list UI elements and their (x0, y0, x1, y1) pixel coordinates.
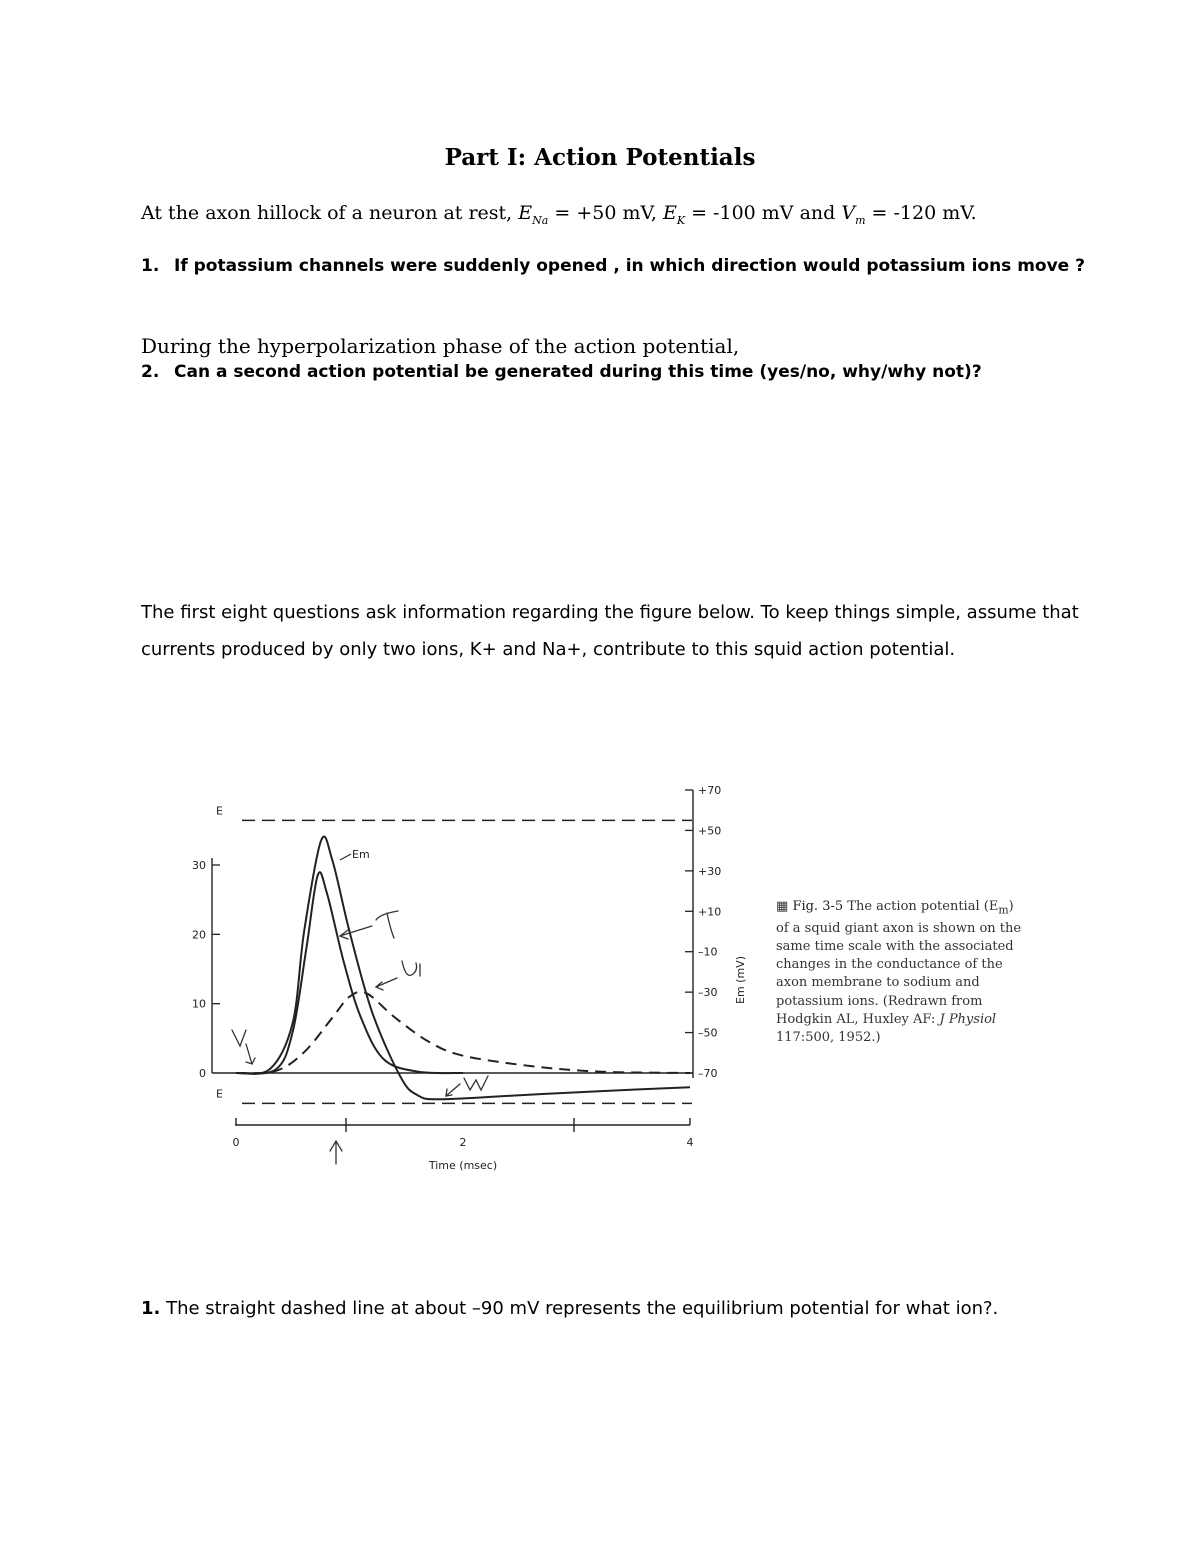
annotation-t-arrow (340, 926, 372, 936)
page-title: Part I: Action Potentials (444, 144, 756, 171)
x-axis-title: Time (msec) (428, 1159, 498, 1172)
question-2-number: 2. (141, 362, 160, 382)
annotation-u-glyph (402, 961, 420, 976)
ena-symbol: E (518, 202, 533, 224)
reference-label-1: E (216, 804, 223, 818)
figure-question-1 (141, 1298, 998, 1319)
ek-subscript: K (676, 213, 686, 227)
series-u-curve (236, 992, 690, 1073)
question-2 (141, 362, 982, 382)
right-tick-label-3: +10 (698, 905, 722, 919)
right-tick-label-6: –50 (698, 1026, 718, 1040)
right-tick-label-5: –30 (698, 986, 718, 1000)
ena-value: = +50 mV, (548, 202, 663, 224)
right-axis-title: Em (mV) (734, 956, 747, 1004)
ena-subscript: Na (532, 213, 549, 227)
ek-symbol: E (662, 202, 677, 224)
caption-text-1: The action potential (E (847, 899, 999, 914)
right-tick-label-4: –10 (698, 945, 718, 959)
figure-intro-line-1: The first eight questions ask information regarding the figure below. To keep things simple, assume that (141, 602, 1079, 623)
reference-label-2: E (216, 1087, 223, 1101)
action-potential-figure (180, 768, 747, 1180)
right-tick-label-2: +30 (698, 864, 722, 878)
intro-lead: At the axon hillock of a neuron at rest, (141, 202, 519, 224)
question-2-text: Can a second action potential be generated during this time (yes/no, why/why not)? (174, 362, 982, 382)
left-tick-label-30: 30 (192, 859, 206, 872)
question-1-text: If potassium channels were suddenly opened , in which direction would potassium ions move ? (174, 256, 1085, 276)
stimulus-arrow-icon (330, 1141, 342, 1164)
right-tick-label-1: +50 (698, 824, 722, 838)
question-1-number: 1. (141, 256, 160, 276)
ek-value: = -100 mV and (685, 202, 842, 224)
caption-square-icon: ▦ (776, 899, 789, 914)
left-tick-label-10: 10 (192, 997, 206, 1011)
caption-label: Fig. 3-5 (792, 899, 844, 914)
question-1 (141, 256, 1085, 276)
right-tick-label-0: +70 (698, 784, 722, 797)
right-tick-label-7: –70 (698, 1067, 718, 1080)
x-tick-label-0: 0 (232, 1136, 240, 1149)
annotation-u-arrow (376, 978, 397, 987)
hyperpolarization-intro: During the hyperpolarization phase of the action potential, (141, 334, 740, 358)
left-tick-label-20: 20 (192, 928, 206, 942)
annotation-w-glyph (464, 1076, 488, 1090)
annotation-t-glyph (376, 911, 398, 938)
em-series-label: Em (352, 848, 370, 861)
left-tick-label-0: 0 (199, 1067, 206, 1080)
figure-intro-line-2: currents produced by only two ions, K+ and Na+, contribute to this squid action potential. (141, 639, 956, 660)
x-tick-label-4: 4 (686, 1136, 694, 1149)
vm-subscript: m (855, 213, 866, 227)
figure-question-1-text: The straight dashed line at about –90 mV represents the equilibrium potential for what ion?. (160, 1298, 999, 1319)
em-label-leader (340, 854, 351, 860)
caption-authors: Hodgkin AL, Huxley AF: (776, 1011, 940, 1027)
figure-caption (776, 898, 1026, 1047)
caption-text-2: ) of a squid giant axon is shown on the same time scale with the associated changes in the conductance of the axon membrane to sodium and potassium ions. (Redrawn from (776, 899, 1022, 1009)
vm-value: = -120 mV. (865, 202, 977, 224)
vm-symbol: V (841, 202, 856, 224)
annotation-v-glyph (232, 1030, 246, 1046)
figure-question-1-number: 1. (141, 1298, 161, 1319)
caption-citation: 117:500, 1952.) (776, 1030, 881, 1046)
caption-journal: J Physiol (939, 1011, 997, 1027)
caption-sub: m (998, 903, 1009, 917)
annotation-w-arrow (446, 1084, 460, 1096)
x-tick-label-2: 2 (459, 1136, 467, 1149)
intro-paragraph (141, 202, 977, 227)
annotation-v-arrow (246, 1044, 252, 1064)
series-t-curve (236, 872, 463, 1073)
